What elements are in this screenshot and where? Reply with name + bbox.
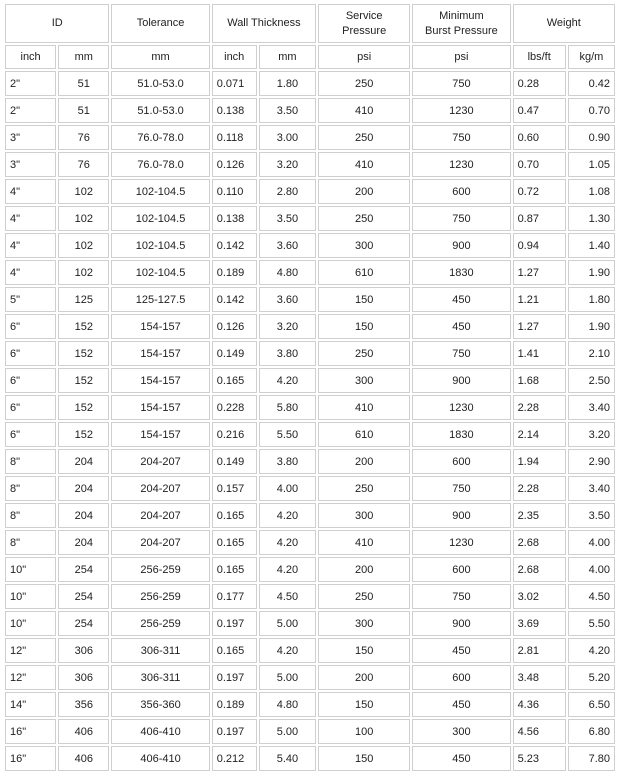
cell-wall-inch: 0.071 [212, 71, 257, 96]
unit-cell: inch [212, 45, 257, 69]
unit-cell: mm [58, 45, 109, 69]
cell-service-psi: 300 [318, 233, 410, 258]
cell-id-inch: 6" [5, 341, 56, 366]
cell-id-inch: 10" [5, 611, 56, 636]
cell-service-psi: 100 [318, 719, 410, 744]
cell-tolerance-mm: 102-104.5 [111, 179, 209, 204]
cell-burst-psi: 600 [412, 665, 510, 690]
cell-wall-inch: 0.126 [212, 152, 257, 177]
cell-id-inch: 6" [5, 422, 56, 447]
cell-wall-mm: 3.00 [259, 125, 316, 150]
cell-weight-lbsft: 3.48 [513, 665, 566, 690]
cell-service-psi: 150 [318, 638, 410, 663]
cell-tolerance-mm: 76.0-78.0 [111, 125, 209, 150]
header-row [5, 4, 615, 43]
cell-wall-mm: 3.20 [259, 314, 316, 339]
cell-wall-mm: 3.80 [259, 341, 316, 366]
table-row [5, 422, 615, 447]
cell-wall-inch: 0.197 [212, 665, 257, 690]
cell-id-mm: 152 [58, 341, 109, 366]
cell-burst-psi: 600 [412, 179, 510, 204]
cell-burst-psi: 1230 [412, 152, 510, 177]
cell-weight-kgm: 3.40 [568, 395, 615, 420]
cell-id-inch: 4" [5, 233, 56, 258]
cell-weight-kgm: 3.20 [568, 422, 615, 447]
cell-weight-lbsft: 0.72 [513, 179, 566, 204]
cell-service-psi: 610 [318, 422, 410, 447]
cell-wall-inch: 0.189 [212, 692, 257, 717]
cell-service-psi: 410 [318, 530, 410, 555]
unit-cell: psi [318, 45, 410, 69]
cell-wall-inch: 0.157 [212, 476, 257, 501]
cell-tolerance-mm: 102-104.5 [111, 206, 209, 231]
cell-burst-psi: 1230 [412, 530, 510, 555]
cell-service-psi: 410 [318, 152, 410, 177]
cell-weight-kgm: 1.90 [568, 314, 615, 339]
table-row [5, 260, 615, 285]
unit-cell: mm [259, 45, 316, 69]
cell-id-mm: 51 [58, 71, 109, 96]
table-row [5, 665, 615, 690]
cell-weight-lbsft: 0.87 [513, 206, 566, 231]
cell-id-mm: 204 [58, 449, 109, 474]
table-row [5, 584, 615, 609]
header-service-pressure-line1: Service [345, 9, 383, 22]
unit-cell: lbs/ft [513, 45, 566, 69]
cell-burst-psi: 450 [412, 638, 510, 663]
cell-weight-kgm: 1.05 [568, 152, 615, 177]
cell-tolerance-mm: 406-410 [111, 719, 209, 744]
cell-weight-lbsft: 0.60 [513, 125, 566, 150]
cell-wall-inch: 0.126 [212, 314, 257, 339]
cell-burst-psi: 900 [412, 611, 510, 636]
cell-id-mm: 125 [58, 287, 109, 312]
header-weight: Weight [513, 4, 615, 43]
cell-id-inch: 3" [5, 152, 56, 177]
cell-id-inch: 8" [5, 503, 56, 528]
cell-weight-lbsft: 2.81 [513, 638, 566, 663]
table-row [5, 98, 615, 123]
cell-burst-psi: 450 [412, 746, 510, 771]
cell-tolerance-mm: 76.0-78.0 [111, 152, 209, 177]
cell-burst-psi: 750 [412, 125, 510, 150]
cell-tolerance-mm: 154-157 [111, 368, 209, 393]
cell-wall-inch: 0.165 [212, 638, 257, 663]
table-row [5, 638, 615, 663]
cell-id-mm: 152 [58, 395, 109, 420]
cell-id-inch: 2" [5, 98, 56, 123]
cell-weight-kgm: 1.08 [568, 179, 615, 204]
cell-wall-inch: 0.138 [212, 98, 257, 123]
unit-cell: mm [111, 45, 209, 69]
cell-id-inch: 12" [5, 665, 56, 690]
cell-id-inch: 16" [5, 746, 56, 771]
cell-id-inch: 3" [5, 125, 56, 150]
cell-id-mm: 306 [58, 638, 109, 663]
cell-tolerance-mm: 102-104.5 [111, 260, 209, 285]
cell-service-psi: 200 [318, 179, 410, 204]
cell-weight-kgm: 5.50 [568, 611, 615, 636]
cell-tolerance-mm: 306-311 [111, 665, 209, 690]
cell-weight-lbsft: 0.28 [513, 71, 566, 96]
cell-tolerance-mm: 154-157 [111, 314, 209, 339]
cell-wall-mm: 4.50 [259, 584, 316, 609]
cell-id-inch: 4" [5, 206, 56, 231]
cell-wall-mm: 4.20 [259, 368, 316, 393]
cell-service-psi: 200 [318, 665, 410, 690]
cell-wall-mm: 4.80 [259, 692, 316, 717]
cell-weight-lbsft: 1.21 [513, 287, 566, 312]
cell-tolerance-mm: 356-360 [111, 692, 209, 717]
cell-service-psi: 150 [318, 692, 410, 717]
cell-id-mm: 102 [58, 179, 109, 204]
table-row [5, 179, 615, 204]
cell-wall-inch: 0.142 [212, 233, 257, 258]
cell-weight-kgm: 7.80 [568, 746, 615, 771]
header-wall-thickness: Wall Thickness [212, 4, 316, 43]
cell-id-inch: 8" [5, 449, 56, 474]
cell-weight-lbsft: 0.70 [513, 152, 566, 177]
cell-weight-lbsft: 2.35 [513, 503, 566, 528]
cell-tolerance-mm: 154-157 [111, 395, 209, 420]
cell-weight-kgm: 4.50 [568, 584, 615, 609]
cell-burst-psi: 750 [412, 341, 510, 366]
table-row [5, 152, 615, 177]
cell-weight-kgm: 5.20 [568, 665, 615, 690]
cell-service-psi: 250 [318, 476, 410, 501]
cell-id-mm: 306 [58, 665, 109, 690]
cell-id-mm: 406 [58, 719, 109, 744]
cell-wall-inch: 0.177 [212, 584, 257, 609]
cell-wall-inch: 0.142 [212, 287, 257, 312]
cell-weight-lbsft: 1.27 [513, 314, 566, 339]
cell-burst-psi: 600 [412, 557, 510, 582]
table-row [5, 692, 615, 717]
cell-wall-mm: 1.80 [259, 71, 316, 96]
cell-weight-kgm: 6.80 [568, 719, 615, 744]
cell-id-mm: 254 [58, 611, 109, 636]
cell-tolerance-mm: 51.0-53.0 [111, 71, 209, 96]
cell-weight-lbsft: 0.94 [513, 233, 566, 258]
cell-wall-inch: 0.216 [212, 422, 257, 447]
cell-tolerance-mm: 102-104.5 [111, 233, 209, 258]
cell-weight-kgm: 2.50 [568, 368, 615, 393]
cell-wall-inch: 0.189 [212, 260, 257, 285]
cell-wall-inch: 0.165 [212, 557, 257, 582]
cell-id-mm: 76 [58, 152, 109, 177]
cell-id-mm: 204 [58, 530, 109, 555]
cell-wall-mm: 3.60 [259, 287, 316, 312]
cell-weight-lbsft: 1.41 [513, 341, 566, 366]
cell-weight-kgm: 3.40 [568, 476, 615, 501]
header-min-burst-pressure [412, 4, 510, 43]
cell-wall-mm: 4.20 [259, 638, 316, 663]
cell-weight-kgm: 1.80 [568, 287, 615, 312]
cell-id-mm: 204 [58, 503, 109, 528]
cell-wall-inch: 0.165 [212, 530, 257, 555]
cell-wall-mm: 5.40 [259, 746, 316, 771]
cell-burst-psi: 450 [412, 314, 510, 339]
cell-tolerance-mm: 256-259 [111, 557, 209, 582]
cell-weight-lbsft: 4.36 [513, 692, 566, 717]
cell-wall-mm: 5.50 [259, 422, 316, 447]
unit-cell: psi [412, 45, 510, 69]
table-row [5, 71, 615, 96]
cell-wall-inch: 0.165 [212, 503, 257, 528]
cell-wall-inch: 0.228 [212, 395, 257, 420]
cell-wall-mm: 5.00 [259, 611, 316, 636]
cell-wall-mm: 2.80 [259, 179, 316, 204]
cell-tolerance-mm: 204-207 [111, 530, 209, 555]
cell-id-mm: 102 [58, 233, 109, 258]
cell-service-psi: 410 [318, 395, 410, 420]
cell-id-mm: 152 [58, 368, 109, 393]
header-min-burst-line1: Minimum [439, 9, 484, 22]
table-row [5, 368, 615, 393]
cell-id-inch: 10" [5, 584, 56, 609]
table-row [5, 395, 615, 420]
unit-cell: kg/m [568, 45, 615, 69]
cell-wall-inch: 0.197 [212, 611, 257, 636]
cell-service-psi: 250 [318, 206, 410, 231]
header-min-burst-line2: Burst Pressure [425, 24, 498, 37]
cell-service-psi: 300 [318, 503, 410, 528]
cell-weight-kgm: 2.10 [568, 341, 615, 366]
cell-weight-kgm: 2.90 [568, 449, 615, 474]
cell-burst-psi: 750 [412, 71, 510, 96]
cell-weight-lbsft: 1.94 [513, 449, 566, 474]
table-row [5, 233, 615, 258]
cell-burst-psi: 450 [412, 692, 510, 717]
cell-tolerance-mm: 51.0-53.0 [111, 98, 209, 123]
table-row [5, 719, 615, 744]
cell-tolerance-mm: 204-207 [111, 503, 209, 528]
table-body [5, 71, 615, 771]
cell-weight-lbsft: 3.02 [513, 584, 566, 609]
cell-weight-kgm: 4.00 [568, 530, 615, 555]
cell-wall-mm: 5.80 [259, 395, 316, 420]
cell-service-psi: 250 [318, 584, 410, 609]
table-row [5, 476, 615, 501]
cell-wall-mm: 3.20 [259, 152, 316, 177]
cell-weight-kgm: 0.90 [568, 125, 615, 150]
cell-tolerance-mm: 256-259 [111, 584, 209, 609]
cell-burst-psi: 900 [412, 368, 510, 393]
cell-id-inch: 8" [5, 530, 56, 555]
cell-burst-psi: 1830 [412, 422, 510, 447]
cell-wall-inch: 0.118 [212, 125, 257, 150]
cell-wall-mm: 5.00 [259, 719, 316, 744]
cell-tolerance-mm: 125-127.5 [111, 287, 209, 312]
table-row [5, 206, 615, 231]
cell-weight-lbsft: 1.68 [513, 368, 566, 393]
table-row [5, 125, 615, 150]
spec-table-container [3, 2, 617, 773]
cell-id-mm: 254 [58, 557, 109, 582]
cell-burst-psi: 900 [412, 503, 510, 528]
cell-tolerance-mm: 406-410 [111, 746, 209, 771]
cell-id-inch: 6" [5, 314, 56, 339]
cell-id-inch: 8" [5, 476, 56, 501]
cell-service-psi: 200 [318, 449, 410, 474]
cell-weight-lbsft: 2.68 [513, 530, 566, 555]
hose-spec-table [3, 2, 617, 773]
cell-service-psi: 300 [318, 368, 410, 393]
table-row [5, 449, 615, 474]
cell-id-inch: 4" [5, 260, 56, 285]
cell-id-mm: 356 [58, 692, 109, 717]
units-row [5, 45, 615, 69]
cell-service-psi: 410 [318, 98, 410, 123]
table-row [5, 341, 615, 366]
cell-tolerance-mm: 256-259 [111, 611, 209, 636]
cell-wall-inch: 0.165 [212, 368, 257, 393]
cell-weight-lbsft: 2.28 [513, 395, 566, 420]
cell-wall-inch: 0.138 [212, 206, 257, 231]
cell-service-psi: 150 [318, 746, 410, 771]
cell-wall-mm: 3.80 [259, 449, 316, 474]
cell-burst-psi: 750 [412, 206, 510, 231]
cell-id-inch: 5" [5, 287, 56, 312]
cell-weight-kgm: 3.50 [568, 503, 615, 528]
cell-tolerance-mm: 204-207 [111, 476, 209, 501]
cell-wall-mm: 3.50 [259, 206, 316, 231]
cell-id-mm: 254 [58, 584, 109, 609]
cell-id-inch: 10" [5, 557, 56, 582]
table-row [5, 746, 615, 771]
cell-id-inch: 2" [5, 71, 56, 96]
cell-id-inch: 4" [5, 179, 56, 204]
cell-weight-kgm: 0.70 [568, 98, 615, 123]
cell-wall-mm: 4.20 [259, 557, 316, 582]
header-service-pressure [318, 4, 410, 43]
cell-weight-kgm: 1.90 [568, 260, 615, 285]
cell-burst-psi: 750 [412, 476, 510, 501]
cell-id-mm: 76 [58, 125, 109, 150]
cell-id-mm: 406 [58, 746, 109, 771]
cell-weight-lbsft: 2.14 [513, 422, 566, 447]
cell-weight-kgm: 4.20 [568, 638, 615, 663]
cell-weight-kgm: 0.42 [568, 71, 615, 96]
cell-id-mm: 102 [58, 206, 109, 231]
cell-service-psi: 610 [318, 260, 410, 285]
table-row [5, 557, 615, 582]
header-id: ID [5, 4, 109, 43]
cell-weight-lbsft: 3.69 [513, 611, 566, 636]
cell-burst-psi: 450 [412, 287, 510, 312]
cell-service-psi: 150 [318, 287, 410, 312]
cell-burst-psi: 300 [412, 719, 510, 744]
cell-burst-psi: 750 [412, 584, 510, 609]
cell-id-mm: 204 [58, 476, 109, 501]
cell-weight-kgm: 4.00 [568, 557, 615, 582]
cell-wall-inch: 0.149 [212, 341, 257, 366]
cell-tolerance-mm: 154-157 [111, 422, 209, 447]
cell-burst-psi: 1830 [412, 260, 510, 285]
cell-wall-mm: 3.60 [259, 233, 316, 258]
cell-id-mm: 152 [58, 314, 109, 339]
cell-id-inch: 14" [5, 692, 56, 717]
table-row [5, 503, 615, 528]
cell-wall-inch: 0.149 [212, 449, 257, 474]
cell-service-psi: 300 [318, 611, 410, 636]
cell-wall-inch: 0.110 [212, 179, 257, 204]
cell-burst-psi: 1230 [412, 98, 510, 123]
cell-wall-mm: 4.20 [259, 503, 316, 528]
table-row [5, 314, 615, 339]
table-row [5, 530, 615, 555]
cell-weight-lbsft: 5.23 [513, 746, 566, 771]
cell-id-inch: 6" [5, 368, 56, 393]
cell-service-psi: 200 [318, 557, 410, 582]
cell-id-inch: 16" [5, 719, 56, 744]
cell-wall-mm: 4.80 [259, 260, 316, 285]
cell-weight-lbsft: 2.28 [513, 476, 566, 501]
cell-wall-inch: 0.197 [212, 719, 257, 744]
cell-service-psi: 250 [318, 71, 410, 96]
cell-wall-mm: 4.20 [259, 530, 316, 555]
cell-burst-psi: 1230 [412, 395, 510, 420]
cell-wall-mm: 3.50 [259, 98, 316, 123]
cell-id-mm: 152 [58, 422, 109, 447]
cell-weight-lbsft: 1.27 [513, 260, 566, 285]
cell-weight-kgm: 1.30 [568, 206, 615, 231]
cell-tolerance-mm: 154-157 [111, 341, 209, 366]
cell-wall-inch: 0.212 [212, 746, 257, 771]
cell-tolerance-mm: 306-311 [111, 638, 209, 663]
unit-cell: inch [5, 45, 56, 69]
cell-weight-lbsft: 2.68 [513, 557, 566, 582]
cell-wall-mm: 4.00 [259, 476, 316, 501]
cell-service-psi: 150 [318, 314, 410, 339]
cell-id-inch: 12" [5, 638, 56, 663]
cell-id-mm: 102 [58, 260, 109, 285]
header-tolerance: Tolerance [111, 4, 209, 43]
cell-id-inch: 6" [5, 395, 56, 420]
cell-service-psi: 250 [318, 341, 410, 366]
cell-wall-mm: 5.00 [259, 665, 316, 690]
cell-weight-lbsft: 0.47 [513, 98, 566, 123]
cell-id-mm: 51 [58, 98, 109, 123]
cell-weight-kgm: 6.50 [568, 692, 615, 717]
cell-weight-kgm: 1.40 [568, 233, 615, 258]
table-row [5, 287, 615, 312]
cell-burst-psi: 600 [412, 449, 510, 474]
cell-weight-lbsft: 4.56 [513, 719, 566, 744]
table-row [5, 611, 615, 636]
header-service-pressure-line2: Pressure [342, 24, 387, 37]
cell-service-psi: 250 [318, 125, 410, 150]
cell-burst-psi: 900 [412, 233, 510, 258]
cell-tolerance-mm: 204-207 [111, 449, 209, 474]
